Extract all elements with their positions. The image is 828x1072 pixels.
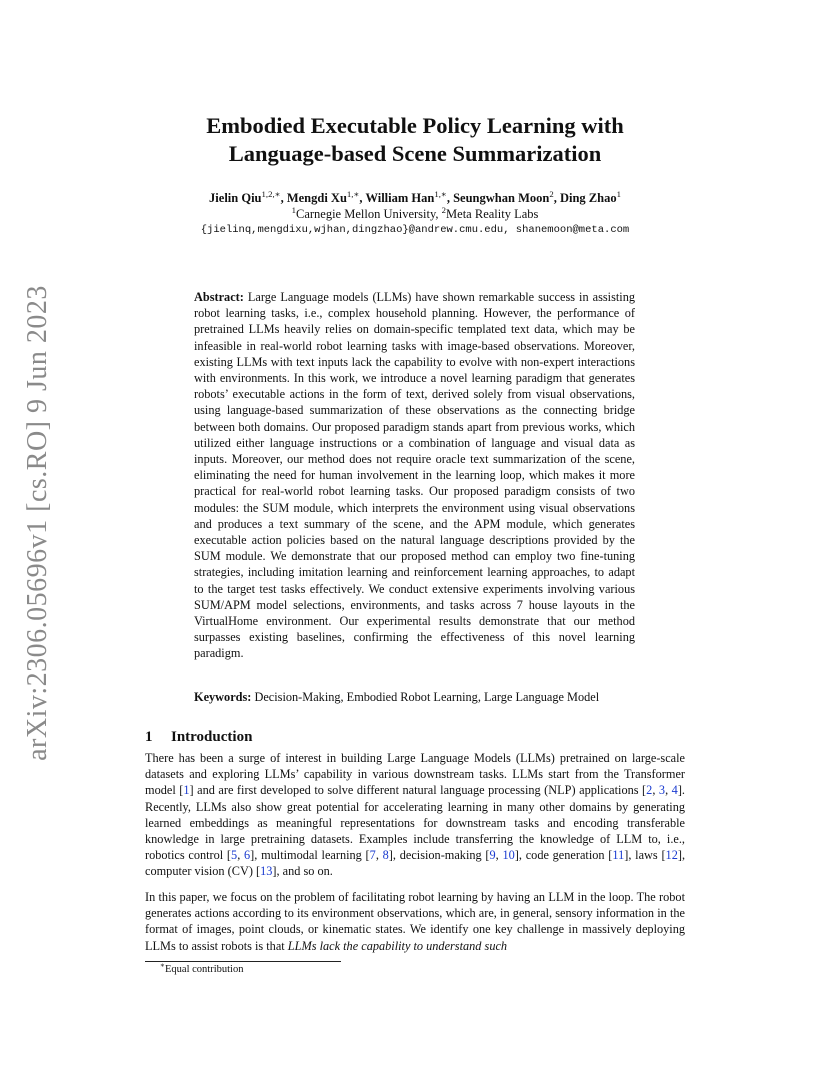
footnote-text: Equal contribution xyxy=(165,964,244,975)
paragraph-text: , xyxy=(375,848,383,863)
citation-link[interactable]: 3 xyxy=(658,783,666,798)
section-title: Introduction xyxy=(171,729,253,745)
citation-link[interactable]: 8 xyxy=(382,848,389,863)
author-name: William Han xyxy=(365,191,435,205)
paragraph-text: ], decision-making [ xyxy=(388,848,490,863)
author-affil-sup: 1,∗ xyxy=(434,188,447,199)
intro-paragraph-2 xyxy=(145,889,685,954)
keywords-text: Decision-Making, Embodied Robot Learning, Large Language Model xyxy=(254,690,600,704)
author-affil-sup: 1,∗ xyxy=(346,188,360,199)
keywords-label: Keywords: xyxy=(194,690,252,704)
section-heading-introduction xyxy=(145,728,252,746)
paragraph-text: ], computer vision (CV) [ xyxy=(145,848,686,879)
author-name: Ding Zhao xyxy=(559,191,617,205)
paragraph-text: , xyxy=(237,848,245,863)
author-block xyxy=(145,190,685,238)
author-affil-sup: 1 xyxy=(616,188,621,199)
footnote xyxy=(160,960,244,977)
paragraph-text: , xyxy=(665,783,672,798)
paragraph-text: ], laws [ xyxy=(624,848,666,863)
keywords xyxy=(194,689,654,705)
author-name: Seungwhan Moon xyxy=(453,191,550,205)
citation-link[interactable]: 2 xyxy=(646,783,653,798)
affiliations xyxy=(145,206,685,222)
paragraph-text: , xyxy=(495,848,503,863)
title-line-2: Language-based Scene Summarization xyxy=(228,141,602,166)
citation-link[interactable]: 9 xyxy=(489,848,496,863)
citation-link[interactable]: 6 xyxy=(244,848,251,863)
abstract xyxy=(194,289,635,662)
abstract-label: Abstract: xyxy=(194,290,244,304)
footnote-mark: ∗ xyxy=(160,960,165,970)
paragraph-text: In this paper, we focus on the problem of facilitating robot learning by having an LLM in the loop. The robot generates actions according to its environment observations, which are, in general, sensory information in the format of images, point clouds, or kinematic states. We identify one key challenge in massively deploying LLMs to assist robots is that xyxy=(145,890,685,953)
footnote-divider xyxy=(145,961,341,962)
section-number: 1 xyxy=(145,729,153,745)
paragraph-text: ]. Recently, LLMs also show great potential for accelerating learning in many other domains by generating learned embeddings as meaningful representations for downstream tasks and encoding transferable knowledge in large pretraining datasets. Examples include transferring the knowledge of LLM to, i.e., robotics control [ xyxy=(145,783,685,863)
citation-link[interactable]: 13 xyxy=(260,864,273,879)
affiliation-name: Meta Reality Labs xyxy=(446,207,539,221)
paragraph-text: ], code generation [ xyxy=(514,848,613,863)
affil-sup: 2 xyxy=(441,204,447,215)
citation-link[interactable]: 7 xyxy=(369,848,376,863)
paragraph-text: ], and so on. xyxy=(272,864,333,879)
affiliation-name: Carnegie Mellon University, xyxy=(295,207,442,221)
citation-link[interactable]: 11 xyxy=(612,848,625,863)
author-names: Jielin Qiu$^{1,2,∗}$, Mengdi $Xu^{1,∗}$, William Han$^{1,∗}$, Seungwhan Moon$^2$, Ding Zhao$^1$ xyxy=(209,188,621,205)
paragraph-text: , xyxy=(652,783,659,798)
author-name: Jielin Qiu xyxy=(209,191,262,205)
citation-link[interactable]: 12 xyxy=(665,848,678,863)
author-name: Mengdi Xu xyxy=(286,191,347,205)
arxiv-id-text: arXiv:2306.05696v1 [cs.RO] 9 Jun 2023 xyxy=(22,284,54,761)
citation-link[interactable]: 1 xyxy=(183,783,190,798)
abstract-text: Large Language models (LLMs) have shown remarkable success in assisting robot learning tasks, i.e., complex household planning. However, the performance of pretrained LLMs heavily relies on domain-specific templated text data, which may be infeasible in real-world robot learning tasks with image-based observations. Moreover, existing LLMs with text inputs lack the capability to evolve with non-expert interactions with environments. In this work, we introduce a novel learning paradigm that generates robots’ executable actions in the form of text, derived solely from visual observations, using language-based summarization of these observations as the connecting bridge between both domains. Our proposed paradigm stands apart from previous works, which utilized either language instructions or a combination of language and visual data as inputs. Moreover, our method does not require oracle text summarization of the scene, eliminating the need for human involvement in the learning loop, which makes it more practical for real-world robot learning tasks. Our proposed paradigm consists of two modules: the SUM module, which interprets the environment using visual observations and produces a text summary of the scene, and the APM module, which generates executable action policies based on the natural language descriptions provided by the SUM module. We demonstrate that our proposed method can employ two fine-tuning strategies, including imitation learning and reinforcement learning approaches, to adapt to the target test tasks effectively. We conduct extensive experiments involving various SUM/APM model selections, environments, and tasks across 7 house layouts in the VirtualHome environment. Our experimental results demonstrate that our method surpasses existing baselines, confirming the effectiveness of this novel learning paradigm. xyxy=(194,290,636,661)
author-affil-sup: 1,2,∗ xyxy=(261,188,281,199)
arxiv-identifier-stamp xyxy=(12,284,64,761)
paragraph-text: ], multimodal learning [ xyxy=(250,848,370,863)
author-affil-sup: 2 xyxy=(549,188,554,199)
title-line-1: Embodied Executable Policy Learning with xyxy=(206,113,624,138)
intro-paragraph-1 xyxy=(145,750,685,880)
affil-sup: 1 xyxy=(291,204,296,215)
emphasized-text: LLMs lack the capability to understand such xyxy=(287,938,508,953)
paragraph-text: ] and are first developed to solve different natural language processing (NLP) applications [ xyxy=(189,783,647,798)
paper-title xyxy=(145,112,685,168)
citation-link[interactable]: 5 xyxy=(231,848,238,863)
author-emails: {jielinq,mengdixu,wjhan,dingzhao}@andrew.cmu.edu, shanemoon@meta.com xyxy=(200,224,630,236)
citation-link[interactable]: 10 xyxy=(502,848,515,863)
paragraph-text: There has been a surge of interest in building Large Language Models (LLMs) pretrained on large-scale datasets and exploring LLMs’ capability in various downstream tasks. LLMs start from the Transformer model [ xyxy=(145,751,685,798)
citation-link[interactable]: 4 xyxy=(671,783,678,798)
